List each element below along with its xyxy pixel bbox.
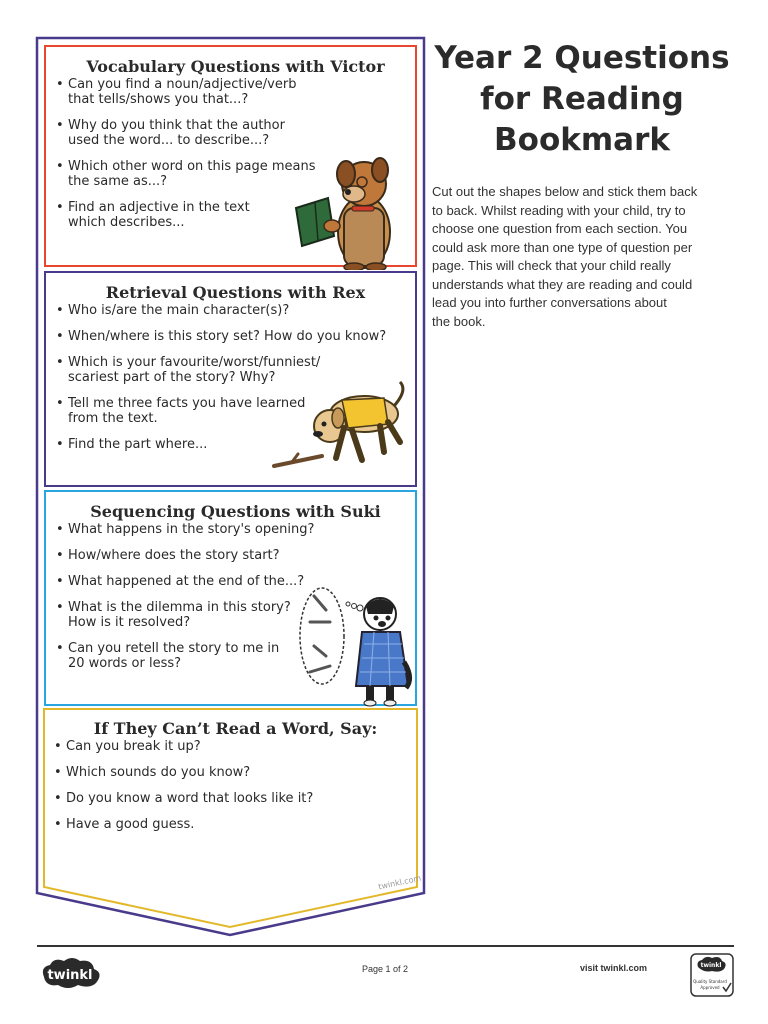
- list-item: • Tell me three facts you have learned from the text.: [56, 396, 415, 426]
- list-item: • What happened at the end of the...?: [56, 574, 415, 589]
- list-item: • Find an adjective in the text which describes...: [56, 200, 415, 230]
- list-item: • Have a good guess.: [54, 817, 417, 832]
- cant-read-heading: If They Can’t Read a Word, Say:: [93, 719, 378, 738]
- page-number: Page 1 of 2: [361, 964, 409, 974]
- list-item: • Can you break it up?: [54, 739, 417, 754]
- list-item: • Can you retell the story to me in 20 words or less?: [56, 641, 415, 671]
- list-item: • When/where is this story set? How do you know?: [56, 329, 415, 344]
- rex-dog-illustration: [272, 378, 412, 478]
- right-column: [432, 38, 732, 331]
- footer-divider: [37, 945, 734, 947]
- twinkl-logo: [38, 955, 104, 991]
- page-title: Year 2 Questions for Reading Bookmark: [434, 40, 730, 158]
- cant-read-section: [44, 709, 417, 832]
- svg-text:twinkl: twinkl: [47, 968, 93, 983]
- svg-text:twinkl: twinkl: [700, 962, 722, 969]
- list-item: • What happens in the story's opening?: [56, 522, 415, 537]
- svg-text:Quality Standard: Quality Standard: [693, 979, 727, 984]
- quality-badge-icon: [690, 953, 734, 997]
- list-item: • How/where does the story start?: [56, 548, 415, 563]
- suki-dog-illustration: [296, 582, 414, 708]
- list-item: • Which other word on this page means the same as...?: [56, 159, 415, 189]
- list-item: • Do you know a word that looks like it?: [54, 791, 417, 806]
- intro-paragraph: Cut out the shapes below and stick them back to back. Whilst reading with your child, try to choose one question from each section. You could ask more than one type of question per page. This will check that your child really understands what they are reading and could lead you into further conversations about the book.: [432, 184, 698, 329]
- sequencing-heading: Sequencing Questions with Suki: [90, 502, 381, 521]
- svg-text:Approved: Approved: [700, 985, 720, 990]
- bookmark-credit: twinkl.com: [377, 873, 422, 892]
- list-item: • Find the part where...: [56, 437, 415, 452]
- victor-dog-illustration: [292, 150, 402, 270]
- list-item: • What is the dilemma in this story? How is it resolved?: [56, 600, 415, 630]
- visit-link[interactable]: visit twinkl.com: [580, 963, 648, 973]
- vocabulary-heading: Vocabulary Questions with Victor: [86, 57, 385, 76]
- list-item: • Which is your favourite/worst/funniest/ scariest part of the story? Why?: [56, 355, 415, 385]
- retrieval-heading: Retrieval Questions with Rex: [105, 283, 366, 302]
- list-item: • Who is/are the main character(s)?: [56, 303, 415, 318]
- list-item: • Which sounds do you know?: [54, 765, 417, 780]
- list-item: • Can you find a noun/adjective/verb that tells/shows you that...?: [56, 77, 415, 107]
- list-item: • Why do you think that the author used the word... to describe...?: [56, 118, 415, 148]
